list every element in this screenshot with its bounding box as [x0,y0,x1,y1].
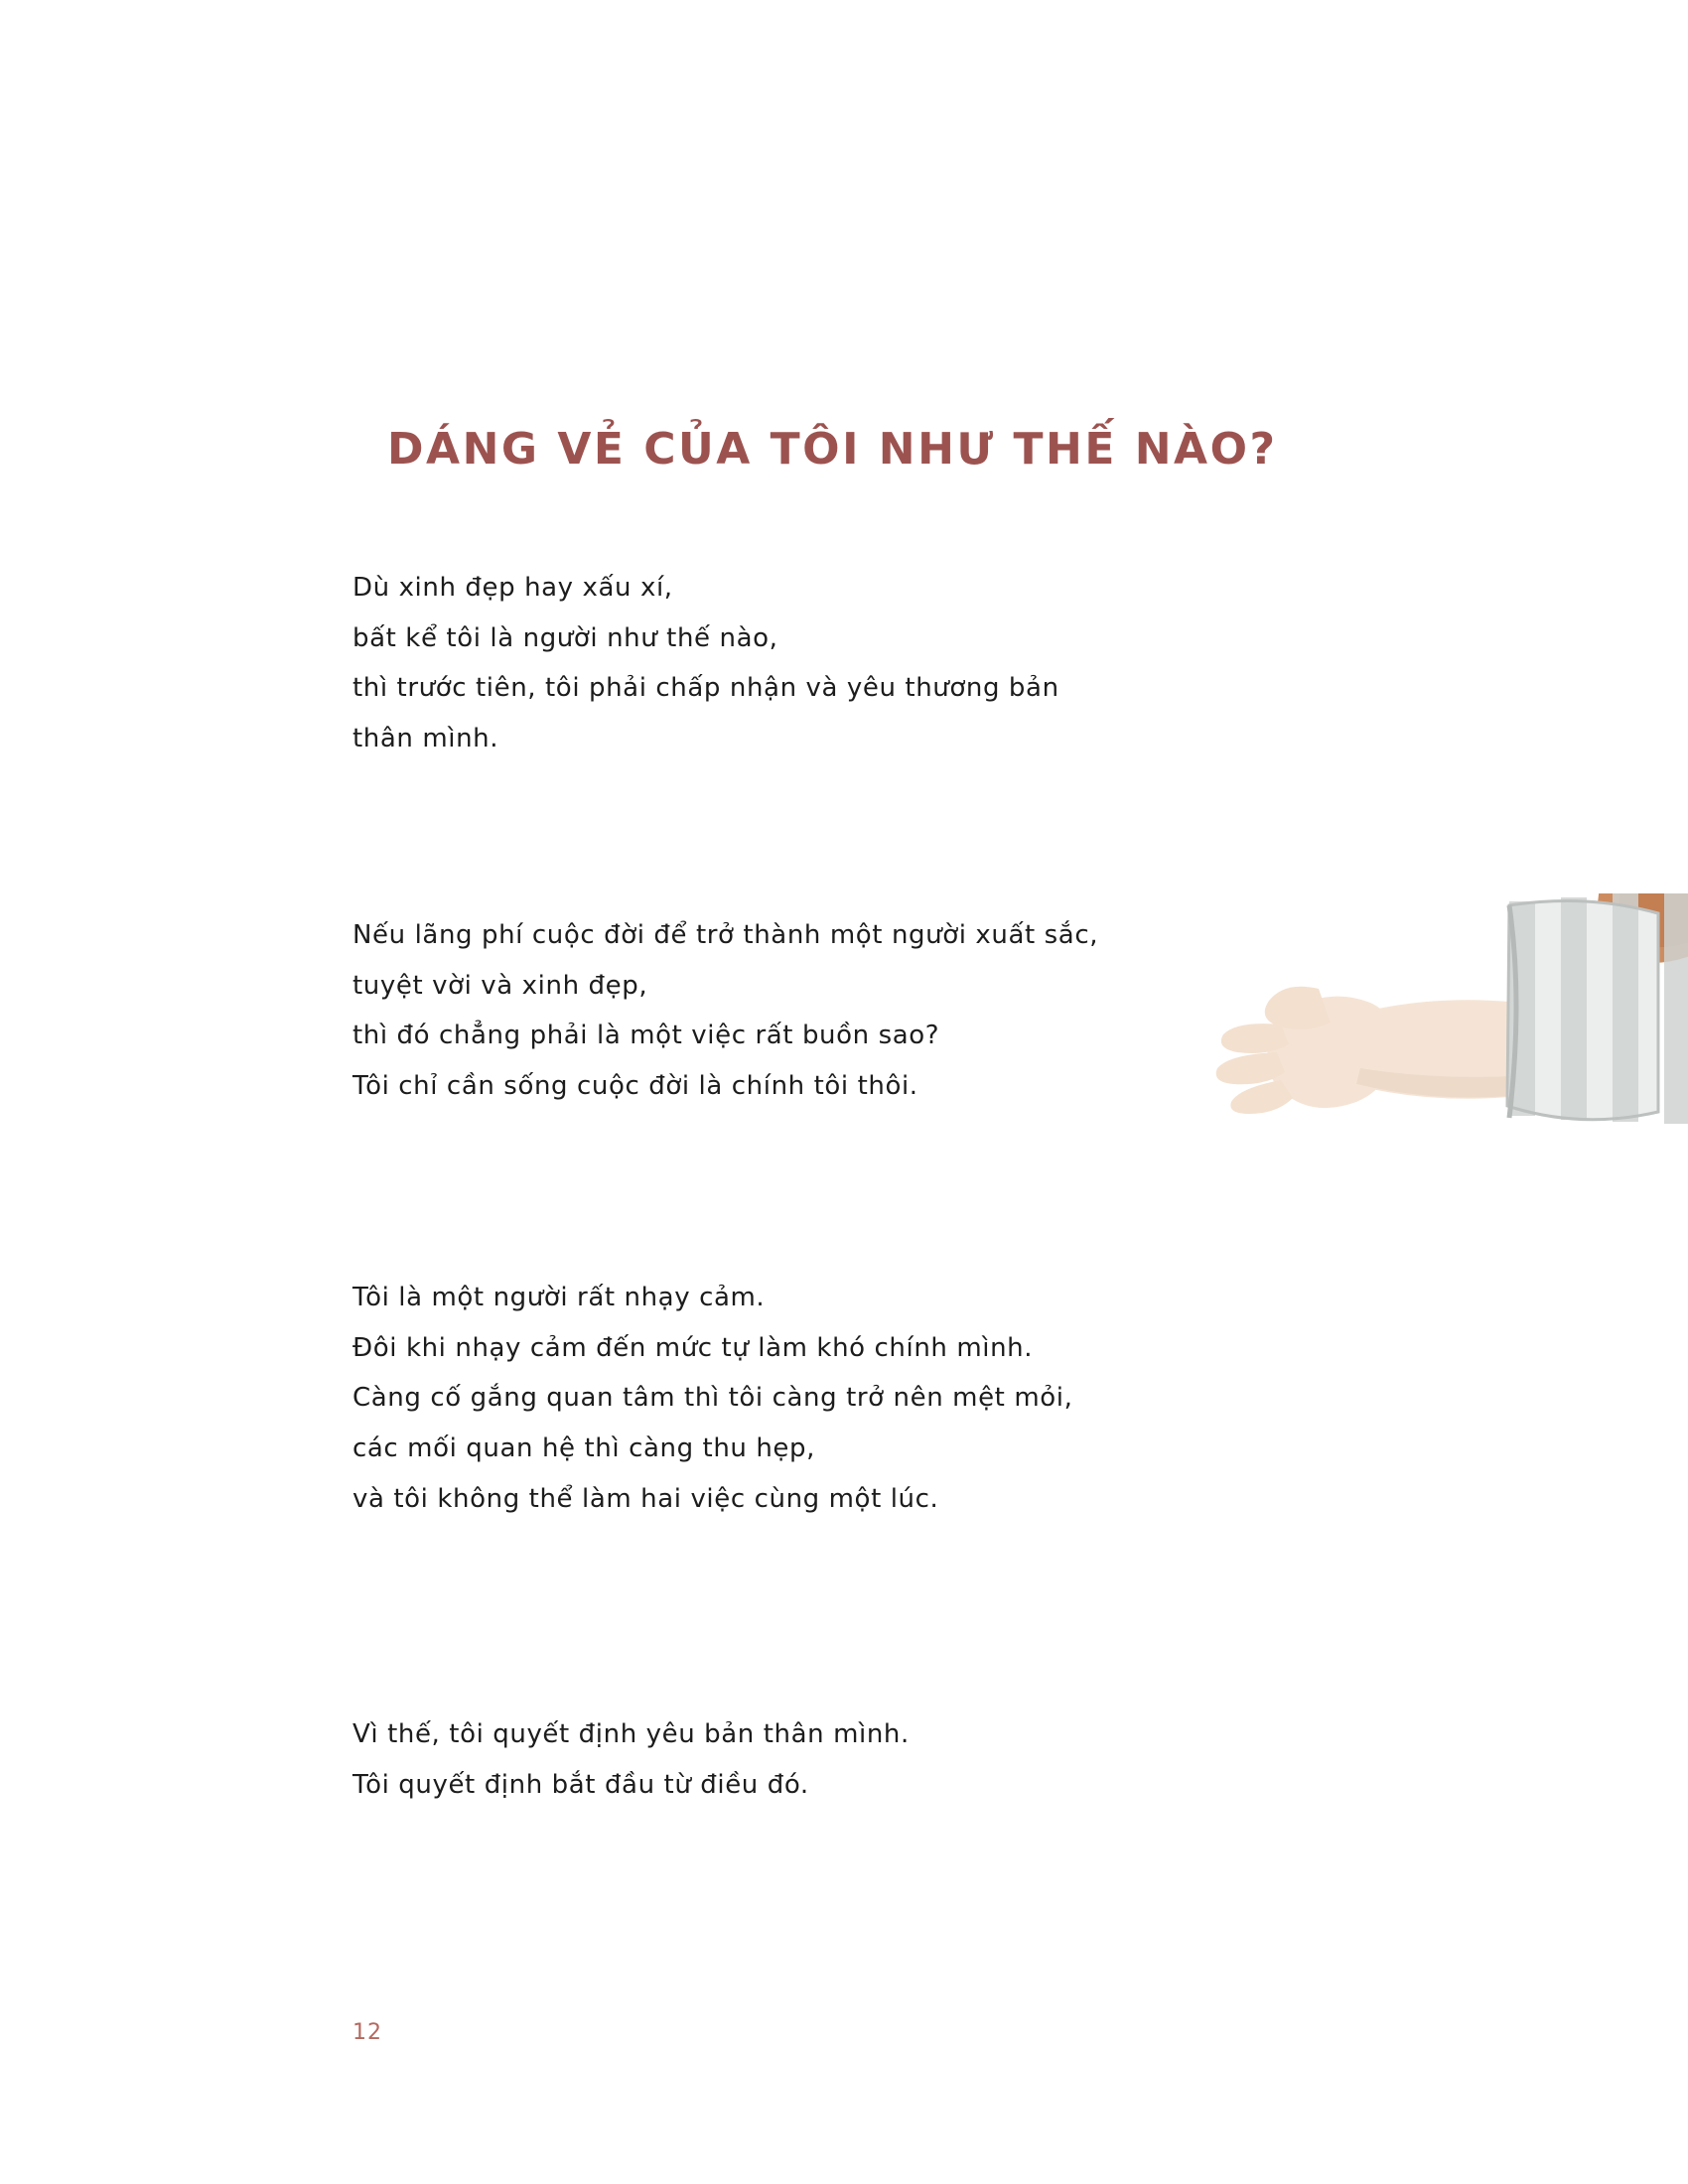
paragraph-line: và tôi không thể làm hai việc cùng một lúc. [352,1483,939,1514]
paragraph-line: Càng cố gắng quan tâm thì tôi càng trở nên mệt mỏi, [352,1383,1073,1414]
arm-reaching-illustration [1211,893,1688,1449]
paragraph-line: Vì thế, tôi quyết định yêu bản thân mình. [352,1719,910,1749]
hair-tuft-shape [1598,893,1688,963]
paragraph-line: thân mình. [352,724,499,754]
paragraph-line: Tôi quyết định bắt đầu từ điều đó. [352,1769,809,1800]
paragraph-line: các mối quan hệ thì càng thu hẹp, [352,1433,816,1464]
paragraph-line: Tôi là một người rất nhạy cảm. [352,1283,766,1312]
text-block-2 [352,913,1276,1115]
text-block-1 [352,566,1276,767]
text-block-3 [352,1276,1276,1528]
striped-sleeve-shape [1507,893,1688,1124]
paragraph-line: thì đó chẳng phải là một việc rất buồn sao? [352,1021,940,1051]
paragraph-line: bất kể tôi là người như thế nào, [352,622,778,653]
paragraph-line: Dù xinh đẹp hay xấu xí, [352,573,673,603]
paragraph-line: Tôi chỉ cần sống cuộc đời là chính tôi thôi. [352,1071,918,1102]
paragraph-line: Nếu lãng phí cuộc đời để trở thành một người xuất sắc, [352,920,1099,950]
paragraph-line: Đôi khi nhạy cảm đến mức tự làm khó chính mình. [352,1332,1034,1363]
page-number: 12 [352,2020,382,2045]
page-title: DÁNG VẺ CỦA TÔI NHƯ THẾ NÀO? [387,424,1278,476]
paragraph-line: thì trước tiên, tôi phải chấp nhận và yêu thương bản [352,673,1059,704]
paragraph-line: tuyệt vời và xinh đẹp, [352,970,648,1001]
text-block-4 [352,1712,1276,1813]
